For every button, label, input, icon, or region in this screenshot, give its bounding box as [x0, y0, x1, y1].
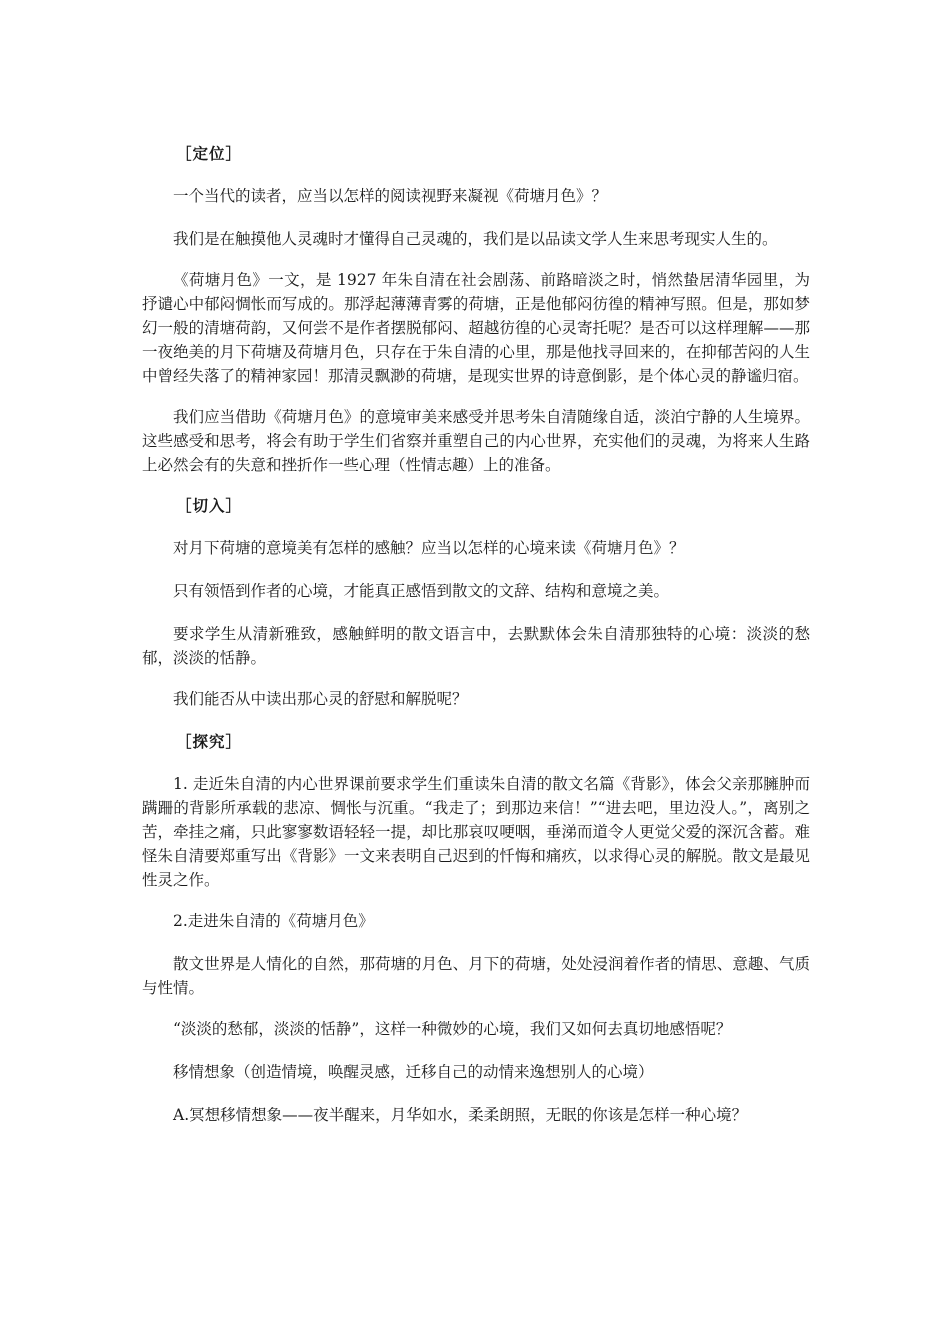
paragraph: 我们应当借助《荷塘月色》的意境审美来感受并思考朱自清随缘自适，淡泊宁静的人生境界。这些感受和思考，将会有助于学生们省察并重塑自己的内心世界，充实他们的灵魂，为将来人生路上必然会有的失意和挫折作一些心理（性情志趣）上的准备。 [142, 408, 810, 474]
paragraph: A.冥想移情想象——夜半醒来，月华如水，柔柔朗照，无眠的你该是怎样一种心境？ [173, 1106, 748, 1124]
document-body [142, 142, 810, 1146]
paragraph: 对月下荷塘的意境美有怎样的感触？应当以怎样的心境来读《荷塘月色》？ [173, 539, 685, 557]
paragraph: 一个当代的读者，应当以怎样的阅读视野来凝视《荷塘月色》？ [173, 187, 608, 205]
section-heading-inquiry: ［探究］ [176, 732, 243, 751]
section-heading-positioning: ［定位］ [176, 144, 243, 163]
paragraph: 只有领悟到作者的心境，才能真正感悟到散文的文辞、结构和意境之美。 [173, 582, 670, 600]
paragraph: 1. 走近朱自清的内心世界课前要求学生们重读朱自清的散文名篇《背影》，体会父亲那臃肿而蹒跚的背影所承载的悲凉、惆怅与沉重。“我走了；到那边来信！”“进去吧，里边没人。”，离别之苦，牵挂之痛，只此寥寥数语轻轻一提，却比那哀叹哽咽，垂涕而道令人更觉父爱的深沉含蓄。难怪朱自清要郑重写出《背影》一文来表明自己迟到的忏悔和痛疚，以求得心灵的解脱。散文是最见性灵之作。 [142, 775, 810, 889]
paragraph: “淡淡的愁郁，淡淡的恬静”，这样一种微妙的心境，我们又如何去真切地感悟呢？ [173, 1020, 732, 1038]
paragraph: 要求学生从清新雅致，感触鲜明的散文语言中，去默默体会朱自清那独特的心境：淡淡的愁郁，淡淡的恬静。 [142, 625, 810, 667]
paragraph: 《荷塘月色》一文，是 1927 年朱自清在社会剧荡、前路暗淡之时，悄然蛰居清华园里，为抒谴心中郁闷惆怅而写成的。那浮起薄薄青雾的荷塘，正是他郁闷彷徨的精神写照。但是，那如梦幻一般的清塘荷韵，又何尝不是作者摆脱郁闷、超越彷徨的心灵寄托呢？是否可以这样理解——那一夜绝美的月下荷塘及荷塘月色，只存在于朱自清的心里，那是他找寻回来的，在抑郁苦闷的人生中曾经失落了的精神家园！那清灵飘渺的荷塘，是现实世界的诗意倒影，是个体心灵的静谧归宿。 [142, 271, 810, 385]
paragraph: 移情想象（创造情境，唤醒灵感，迁移自己的动情来逸想别人的心境） [173, 1063, 654, 1081]
paragraph: 散文世界是人情化的自然，那荷塘的月色、月下的荷塘，处处浸润着作者的情思、意趣、气质与性情。 [142, 955, 810, 997]
paragraph: 我们是在触摸他人灵魂时才懂得自己灵魂的，我们是以品读文学人生来思考现实人生的。 [173, 230, 778, 248]
section-heading-entry: ［切入］ [176, 496, 243, 515]
paragraph: 我们能否从中读出那心灵的舒慰和解脱呢？ [173, 690, 468, 708]
paragraph: 2.走进朱自清的《荷塘月色》 [173, 912, 374, 930]
